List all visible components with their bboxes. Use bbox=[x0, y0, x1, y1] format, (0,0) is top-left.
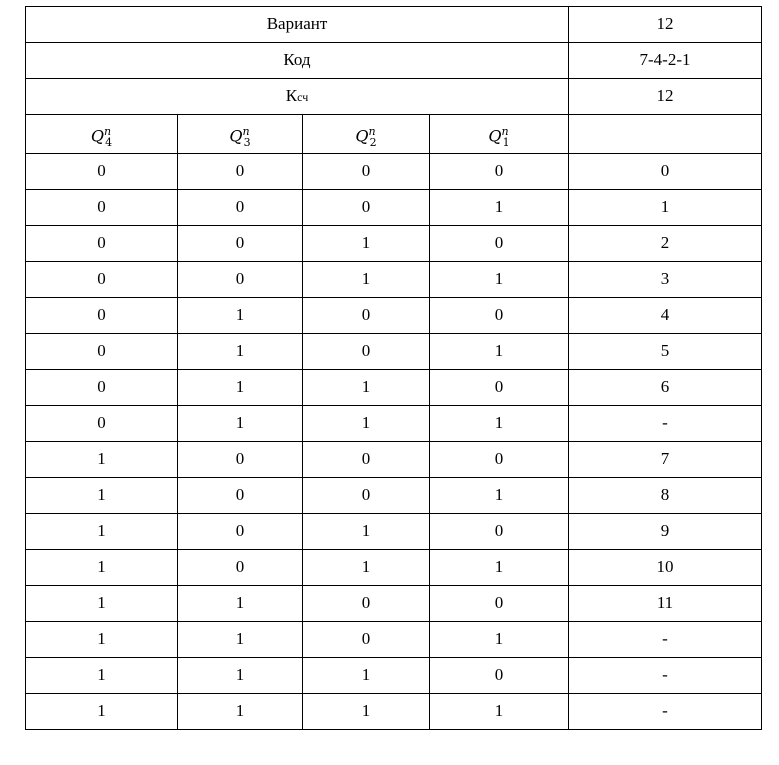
count-value-cell: 3 bbox=[569, 261, 762, 297]
state-bit-cell: 1 bbox=[26, 549, 178, 585]
state-bit-cell: 1 bbox=[178, 297, 303, 333]
state-bit-cell: 0 bbox=[303, 189, 430, 225]
state-bit-cell: 1 bbox=[178, 369, 303, 405]
counter-state-table bbox=[25, 6, 762, 730]
state-bit-cell: 0 bbox=[26, 153, 178, 189]
state-bit-cell: 1 bbox=[178, 657, 303, 693]
table-row bbox=[26, 513, 762, 549]
state-bit-cell: 1 bbox=[303, 261, 430, 297]
table-row bbox=[26, 441, 762, 477]
table-row bbox=[26, 585, 762, 621]
q-subscript: 2 bbox=[369, 135, 377, 149]
state-bit-cell: 1 bbox=[26, 693, 178, 729]
code-label: Код bbox=[26, 43, 569, 79]
state-bit-cell: 1 bbox=[303, 693, 430, 729]
count-value-cell: 5 bbox=[569, 333, 762, 369]
state-bit-cell: 0 bbox=[26, 369, 178, 405]
table-row bbox=[26, 153, 762, 189]
state-bit-cell: 1 bbox=[26, 513, 178, 549]
count-value-cell: 8 bbox=[569, 477, 762, 513]
state-bit-cell: 1 bbox=[303, 369, 430, 405]
state-bit-cell: 1 bbox=[26, 477, 178, 513]
count-value-cell: 1 bbox=[569, 189, 762, 225]
state-bit-cell: 1 bbox=[430, 549, 569, 585]
q-superscript: n bbox=[104, 125, 112, 138]
code-row bbox=[26, 43, 762, 79]
table-row bbox=[26, 225, 762, 261]
table-row bbox=[26, 369, 762, 405]
q-superscript: n bbox=[242, 125, 250, 138]
state-bit-cell: 0 bbox=[430, 369, 569, 405]
variant-row bbox=[26, 7, 762, 43]
table-row bbox=[26, 405, 762, 441]
state-bit-cell: 0 bbox=[430, 441, 569, 477]
count-value-cell: 10 bbox=[569, 549, 762, 585]
variant-value: 12 bbox=[569, 7, 762, 43]
q-superscript: n bbox=[368, 125, 376, 138]
state-bit-cell: 0 bbox=[178, 549, 303, 585]
state-bit-cell: 0 bbox=[26, 261, 178, 297]
state-bit-cell: 0 bbox=[178, 225, 303, 261]
state-bit-cell: 1 bbox=[303, 225, 430, 261]
count-value-cell: 11 bbox=[569, 585, 762, 621]
state-bit-cell: 0 bbox=[303, 477, 430, 513]
state-bit-cell: 1 bbox=[26, 621, 178, 657]
table-row bbox=[26, 621, 762, 657]
q-subscript: 1 bbox=[502, 135, 510, 149]
count-value-cell: - bbox=[569, 621, 762, 657]
column-header-q3 bbox=[178, 115, 303, 154]
state-bit-cell: 1 bbox=[178, 333, 303, 369]
count-value-cell: - bbox=[569, 693, 762, 729]
state-bit-cell: 1 bbox=[430, 333, 569, 369]
q-subscript: 4 bbox=[105, 135, 113, 149]
state-bit-cell: 1 bbox=[430, 261, 569, 297]
table-row bbox=[26, 189, 762, 225]
state-bit-cell: 0 bbox=[26, 189, 178, 225]
state-bit-cell: 0 bbox=[26, 333, 178, 369]
k-value: 12 bbox=[569, 79, 762, 115]
state-bit-cell: 0 bbox=[26, 225, 178, 261]
count-value-cell: 0 bbox=[569, 153, 762, 189]
column-header-q1 bbox=[430, 115, 569, 154]
column-header-row bbox=[26, 115, 762, 154]
state-bit-cell: 1 bbox=[178, 585, 303, 621]
state-bit-cell: 1 bbox=[26, 585, 178, 621]
state-bit-cell: 1 bbox=[178, 405, 303, 441]
variant-label: Вариант bbox=[26, 7, 569, 43]
state-bit-cell: 0 bbox=[178, 189, 303, 225]
state-bit-cell: 0 bbox=[430, 297, 569, 333]
count-value-cell: 2 bbox=[569, 225, 762, 261]
state-bit-cell: 0 bbox=[303, 153, 430, 189]
k-label-main: К bbox=[285, 86, 298, 105]
q-symbol: Q bbox=[488, 126, 502, 146]
state-bit-cell: 1 bbox=[303, 657, 430, 693]
state-bit-cell: 0 bbox=[303, 441, 430, 477]
state-bit-cell: 0 bbox=[430, 585, 569, 621]
state-bit-cell: 1 bbox=[303, 513, 430, 549]
count-value-cell: 9 bbox=[569, 513, 762, 549]
state-bit-cell: 0 bbox=[430, 225, 569, 261]
table-row bbox=[26, 693, 762, 729]
state-bit-cell: 0 bbox=[303, 297, 430, 333]
state-bit-cell: 1 bbox=[303, 405, 430, 441]
state-bit-cell: 0 bbox=[26, 405, 178, 441]
state-bit-cell: 0 bbox=[430, 153, 569, 189]
count-value-cell: - bbox=[569, 405, 762, 441]
code-value: 7-4-2-1 bbox=[569, 43, 762, 79]
count-value-cell: - bbox=[569, 657, 762, 693]
state-bit-cell: 0 bbox=[303, 621, 430, 657]
table-row bbox=[26, 477, 762, 513]
count-value-cell: 4 bbox=[569, 297, 762, 333]
state-bit-cell: 0 bbox=[303, 585, 430, 621]
table-row bbox=[26, 333, 762, 369]
k-row bbox=[26, 79, 762, 115]
count-value-cell: 7 bbox=[569, 441, 762, 477]
state-bit-cell: 1 bbox=[430, 621, 569, 657]
table-row bbox=[26, 297, 762, 333]
state-bit-cell: 1 bbox=[178, 621, 303, 657]
table-row bbox=[26, 657, 762, 693]
state-bit-cell: 1 bbox=[430, 477, 569, 513]
column-header-q4 bbox=[26, 115, 178, 154]
q-superscript: n bbox=[501, 125, 509, 138]
state-bit-cell: 1 bbox=[430, 405, 569, 441]
state-bit-cell: 1 bbox=[26, 441, 178, 477]
state-bit-cell: 0 bbox=[178, 153, 303, 189]
state-bit-cell: 0 bbox=[178, 513, 303, 549]
state-bit-cell: 1 bbox=[303, 549, 430, 585]
table-row bbox=[26, 261, 762, 297]
q-symbol: Q bbox=[229, 126, 243, 146]
state-bit-cell: 0 bbox=[26, 297, 178, 333]
k-label-sub: сч bbox=[297, 90, 309, 104]
state-bit-cell: 0 bbox=[178, 441, 303, 477]
state-bit-cell: 0 bbox=[430, 513, 569, 549]
q-symbol: Q bbox=[90, 126, 105, 146]
state-bit-cell: 1 bbox=[430, 189, 569, 225]
q-subscript: 3 bbox=[243, 135, 251, 149]
k-label bbox=[26, 79, 569, 115]
table-row bbox=[26, 549, 762, 585]
state-bit-cell: 0 bbox=[303, 333, 430, 369]
q-symbol: Q bbox=[355, 126, 369, 146]
state-bit-cell: 0 bbox=[430, 657, 569, 693]
state-bit-cell: 0 bbox=[178, 477, 303, 513]
state-bit-cell: 1 bbox=[430, 693, 569, 729]
column-header-q2 bbox=[303, 115, 430, 154]
state-bit-cell: 0 bbox=[178, 261, 303, 297]
state-bit-cell: 1 bbox=[178, 693, 303, 729]
state-bit-cell: 1 bbox=[26, 657, 178, 693]
count-value-cell: 6 bbox=[569, 369, 762, 405]
column-header-empty bbox=[569, 115, 762, 154]
